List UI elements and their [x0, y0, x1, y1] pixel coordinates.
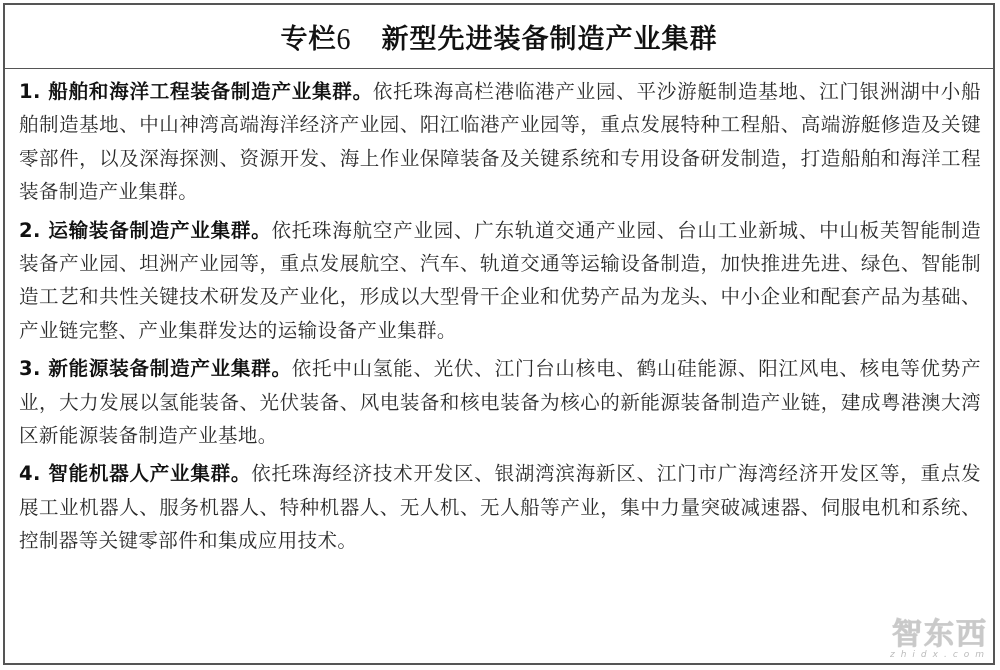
cluster-heading: 3. 新能源装备制造产业集群。	[19, 357, 292, 381]
column-label: 专栏	[280, 24, 337, 55]
watermark-domain: zhidx.com	[890, 650, 991, 660]
cluster-item-new-energy	[19, 352, 981, 452]
cluster-item-transport	[19, 214, 981, 348]
column-content	[5, 69, 993, 558]
cluster-heading: 1. 船舶和海洋工程装备制造产业集群。	[19, 80, 373, 103]
watermark-text: 智东西	[892, 617, 988, 652]
cluster-item-marine	[19, 75, 981, 209]
column-box	[3, 3, 995, 665]
cluster-description: 依托中山氢能、光伏、江门台山核电、鹤山硅能源、阳江风电、核电等优势产业，大力发展以氢能装备、光伏装备、风电装备和核电装备为核心的新能源装备制造产业链，建成粤港澳大湾区新能源装备制造产业基地。	[19, 357, 981, 448]
cluster-description: 依托珠海经济技术开发区、银湖湾滨海新区、江门市广海湾经济开发区等，重点发展工业机器人、服务机器人、特种机器人、无人机、无人船等产业，集中力量突破减速器、伺服电机和系统、控制器等关键零部件和集成应用技术。	[19, 462, 981, 553]
cluster-item-robotics	[19, 457, 981, 557]
cluster-description: 依托珠海高栏港临港产业园、平沙游艇制造基地、江门银洲湖中小船舶制造基地、中山神湾高端海洋经济产业园、阳江临港产业园等，重点发展特种工程船、高端游艇修造及关键零部件，以及深海探测、资源开发、海上作业保障装备及关键系统和专用设备研发制造，打造船舶和海洋工程装备制造产业集群。	[19, 80, 981, 204]
column-number: 6	[336, 22, 352, 57]
column-header	[5, 5, 993, 69]
column-heading: 新型先进装备制造产业集群	[381, 24, 718, 55]
cluster-heading: 4. 智能机器人产业集群。	[19, 462, 252, 486]
cluster-description: 依托珠海航空产业园、广东轨道交通产业园、台山工业新城、中山板芙智能制造装备产业园、坦洲产业园等，重点发展航空、汽车、轨道交通等运输设备制造，加快推进先进、绿色、智能制造工艺和共性关键技术研发及产业化，形成以大型骨干企业和优势产品为龙头、中小企业和配套产品为基础、产业链完整、产业集群发达的运输设备产业集群。	[19, 218, 981, 342]
column-title	[281, 17, 718, 56]
cluster-heading: 2. 运输装备制造产业集群。	[19, 218, 272, 242]
